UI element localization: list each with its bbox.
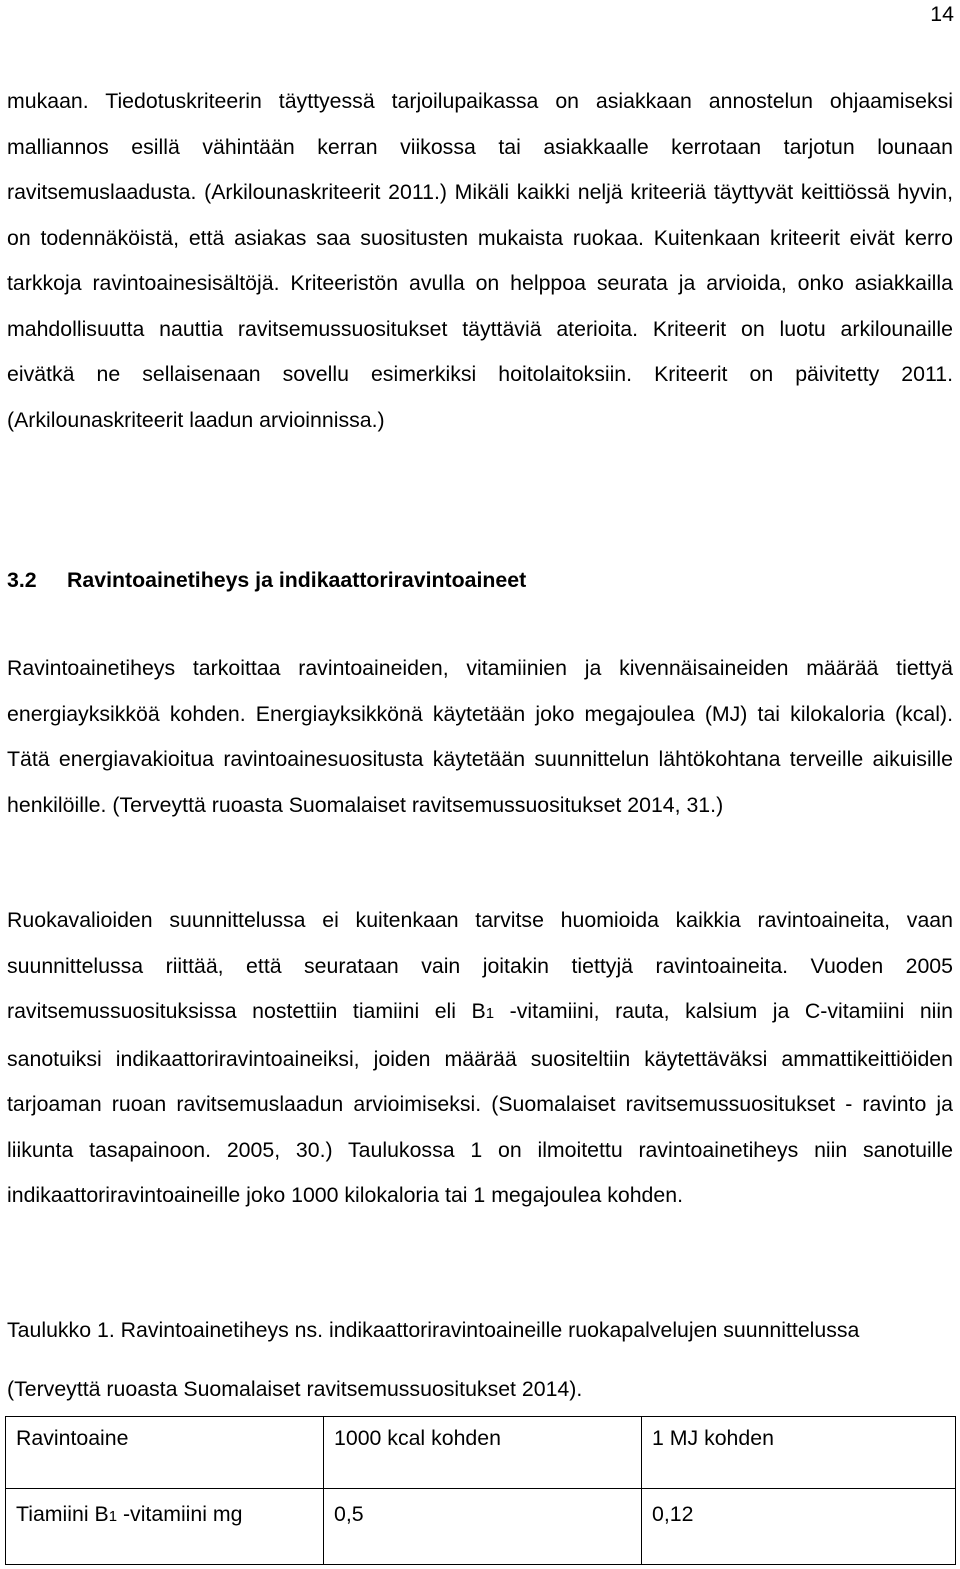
paragraph-text-part: -vitamiini, rauta, kalsium ja C-vitamiini niin sanotuiksi indikaattoriravintoaineiksi, joiden määrää suositeltiin käytettäväksi ammattikeittiöiden tarjoaman ruoan ravitsemuslaadun arvioimiseksi. (Suomalaiset ravitsemussuositukset - ravinto ja liikunta tasapainoon. 2005, 30.) Taulukossa 1 on ilmoitettu ravintoainetiheys niin sanotuille indikaattoriravintoaineille joko 1000 kilokaloria tai 1 megajoulea kohden. [7, 999, 953, 1207]
table-cell-nutrient [6, 1489, 324, 1565]
table-cell-per-mj: 0,12 [642, 1489, 956, 1565]
paragraph-nutrient-density: Ravintoainetiheys tarkoittaa ravintoaineiden, vitamiinien ja kivennäisaineiden määrää tiettyä energiayksikköä kohden. Energiayksikkönä käytetään joko megajoulea (MJ) tai kilokaloria (kcal). Tätä energiavakioitua ravintoainesuositusta käytetään suunnittelun lähtökohtana terveille aikuisille henkilöille. (Terveyttä ruoasta Suomalaiset ravitsemussuositukset 2014, 31.) [7, 656, 953, 817]
nutrient-name-suffix: -vitamiini mg [117, 1502, 243, 1526]
subscript: 1 [485, 1005, 495, 1022]
section-number: 3.2 [7, 568, 37, 592]
nutrient-name: Tiamiini B [16, 1502, 109, 1526]
table-row [6, 1489, 956, 1565]
paragraph-text-part: Ruokavalioiden suunnittelussa ei kuitenkaan tarvitse huomioida kaikkia ravintoaineita, vaan suunnittelussa riittää, että seurataan vain joitakin tiettyjä ravintoaineita. Vuoden 2005 ravitsemussuosituksissa nostettiin tiamiini eli B [7, 908, 953, 1023]
table-header-cell: 1 MJ kohden [642, 1417, 956, 1489]
subscript: 1 [108, 1508, 118, 1525]
table-cell-per-1000kcal: 0,5 [324, 1489, 642, 1565]
section-heading [7, 568, 526, 593]
paragraph-indicator-nutrients [7, 898, 953, 1219]
table-source: (Terveyttä ruoasta Suomalaiset ravitsemussuositukset 2014). [7, 1377, 583, 1401]
paragraph-criteria: mukaan. Tiedotuskriteerin täyttyessä tarjoilupaikassa on asiakkaan annostelun ohjaamiseksi malliannos esillä vähintään kerran viikossa tai asiakkaalle kerrotaan tarjotun lounaan ravitsemuslaadusta. (Arkilounaskriteerit 2011.) Mikäli kaikki neljä kriteeriä täyttyvät keittiössä hyvin, on todennäköistä, että asiakas saa suositusten mukaista ruokaa. Kuitenkaan kriteerit eivät kerro tarkkoja ravintoainesisältöjä. Kriteeristön avulla on helppoa seurata ja arvioida, onko asiakkailla mahdollisuutta nauttia ravitsemussuositukset täyttäviä aterioita. Kriteerit on luotu arkilounaille eivätkä ne sellaisenaan sovellu esimerkiksi hoitolaitoksiin. Kriteerit on päivitetty 2011. (Arkilounaskriteerit laadun arvioinnissa.) [7, 89, 953, 432]
section-title: Ravintoainetiheys ja indikaattoriravintoaineet [67, 568, 527, 592]
table-header-cell: Ravintoaine [6, 1417, 324, 1489]
nutrient-density-table [5, 1416, 956, 1565]
page-number: 14 [930, 2, 954, 26]
table-header-cell: 1000 kcal kohden [324, 1417, 642, 1489]
table-caption: Taulukko 1. Ravintoainetiheys ns. indikaattoriravintoaineille ruokapalvelujen suunnittelussa [7, 1318, 860, 1342]
table-header-row [6, 1417, 956, 1489]
